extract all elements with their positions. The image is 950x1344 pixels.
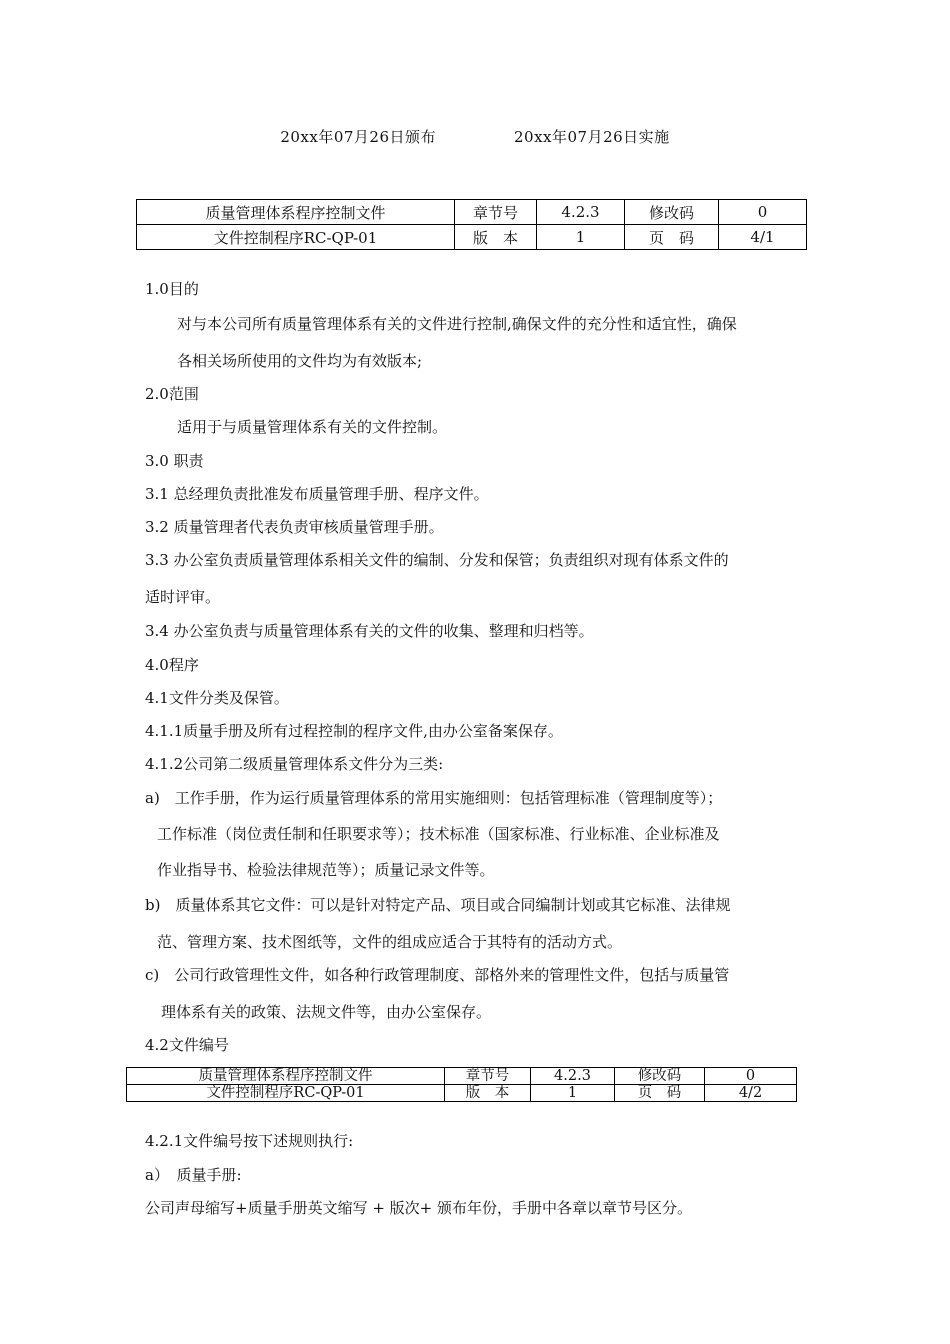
item-a-line-2: 工作标准（岗位责任制和任职要求等）；技术标准（国家标准、行业标准、企业标准及 [157,825,720,843]
section-4-2-1: 4.2.1文件编号按下述规则执行: [145,1132,354,1150]
section-1-text-cont: 各相关场所使用的文件均为有效版本; [177,352,423,370]
chapter-value-cell: 4.2.3 [537,200,625,225]
version-label-cell: 版 本 [445,1085,531,1102]
table-row [127,1068,797,1085]
page-value-cell: 4/2 [705,1085,797,1102]
chapter-label-cell: 章节号 [455,200,537,225]
section-4-1-2: 4.1.2公司第二级质量管理体系文件分为三类: [145,755,444,773]
item-c-line-2: 理体系有关的政策、法规文件等，由办公室保存。 [161,1003,492,1021]
chapter-label-cell: 章节号 [445,1068,531,1085]
item-b-line-1: b) 质量体系其它文件：可以是针对特定产品、项目或合同编制计划或其它标准、法律规 [145,896,731,914]
item-b-line-2: 范、管理方案、技术图纸等，文件的组成应适合于其特有的活动方式。 [157,933,623,951]
section-3-4: 3.4 办公室负责与质量管理体系有关的文件的收集、整理和归档等。 [145,622,594,640]
page-header-table [126,1067,797,1102]
revision-label-cell: 修改码 [625,200,719,225]
date-line [0,126,950,147]
section-3-3-cont: 适时评审。 [145,588,221,606]
version-value-cell: 1 [531,1085,615,1102]
section-3-title: 3.0 职责 [145,452,204,470]
doc-title-cell: 质量管理体系程序控制文件 [127,1068,445,1085]
page-label-cell: 页 码 [625,225,719,250]
section-2-text: 适用于与质量管理体系有关的文件控制。 [177,418,448,436]
section-3-2: 3.2 质量管理者代表负责审核质量管理手册。 [145,518,444,536]
chapter-value-cell: 4.2.3 [531,1068,615,1085]
item-c-line-1: c) 公司行政管理性文件，如各种行政管理制度、部格外来的管理性文件，包括与质量管 [145,966,730,984]
document-header-table [136,199,807,250]
doc-code-cell: 文件控制程序RC-QP-01 [127,1085,445,1102]
issue-date: 20xx年07月26日颁布 [280,128,436,146]
section-3-3: 3.3 办公室负责质量管理体系相关文件的编制、分发和保管；负责组织对现有体系文件的 [145,551,729,569]
section-2-title: 2.0范围 [145,385,199,403]
implement-date: 20xx年07月26日实施 [514,128,670,146]
page-value-cell: 4/1 [719,225,807,250]
table-row [137,200,807,225]
table-row [137,225,807,250]
quality-manual-item: a） 质量手册: [145,1166,242,1184]
revision-value-cell: 0 [719,200,807,225]
doc-title-cell: 质量管理体系程序控制文件 [137,200,455,225]
section-3-1: 3.1 总经理负责批准发布质量管理手册、程序文件。 [145,485,489,503]
item-a-line-1: a) 工作手册，作为运行质量管理体系的常用实施细则：包括管理标准（管理制度等）； [145,789,723,807]
item-a-line-3: 作业指导书、检验法律规范等）；质量记录文件等。 [157,861,495,879]
revision-label-cell: 修改码 [615,1068,705,1085]
section-4-1-1: 4.1.1质量手册及所有过程控制的程序文件,由办公室备案保存。 [145,722,563,740]
revision-value-cell: 0 [705,1068,797,1085]
quality-manual-rule: 公司声母缩写+质量手册英文缩写 + 版次+ 颁布年份，手册中各章以章节号区分。 [145,1199,693,1217]
section-4-1: 4.1文件分类及保管。 [145,689,289,707]
version-value-cell: 1 [537,225,625,250]
page-label-cell: 页 码 [615,1085,705,1102]
doc-code-cell: 文件控制程序RC-QP-01 [137,225,455,250]
section-1-title: 1.0目的 [145,280,199,298]
section-1-text: 对与本公司所有质量管理体系有关的文件进行控制,确保文件的充分性和适宜性，确保 [177,315,737,333]
table-row [127,1085,797,1102]
version-label-cell: 版 本 [455,225,537,250]
section-4-2: 4.2文件编号 [145,1036,229,1054]
section-4-title: 4.0程序 [145,656,199,674]
